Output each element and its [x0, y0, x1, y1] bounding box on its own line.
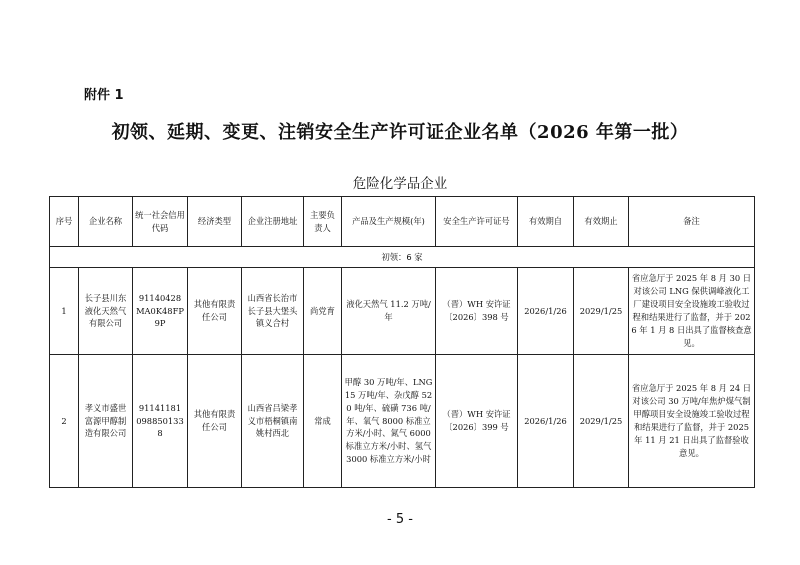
cell-leader: 常成: [304, 355, 342, 488]
col-header-valid-to: 有效期止: [574, 197, 629, 247]
cell-company: 长子县川东液化天然气有限公司: [79, 268, 133, 355]
cell-notes: 省应急厅于 2025 年 8 月 30 日对该公司 LNG 保供调峰液化工厂建设项目安全设施竣工验收过程和结果进行了监督，并于 2026 年 1 月 8 日出具了监督核查意见。: [629, 268, 755, 355]
cell-seq: 1: [50, 268, 79, 355]
cell-credit-code: 91141181 0988501338: [133, 355, 188, 488]
col-header-credit-code: 统一社会信用代码: [133, 197, 188, 247]
table-row: [50, 268, 755, 355]
cell-address: 山西省长治市长子县大堡头镇义合村: [242, 268, 304, 355]
cell-products: 甲醇 30 万吨/年、LNG15 万吨/年、杂戊醇 520 吨/年、硫磺 736 吨/年、氧气 8000 标准立方米/小时、氮气 6000 标准立方米/小时、氢气 3000 标准立方米/小时: [342, 355, 436, 488]
section-row: [50, 247, 755, 268]
cell-company: 孝义市盛世富源甲醇制造有限公司: [79, 355, 133, 488]
cell-permit-no: （晋）WH 安许证〔2026〕399 号: [436, 355, 518, 488]
table-header-row: [50, 197, 755, 247]
cell-valid-to: 2029/1/25: [574, 268, 629, 355]
permit-table: [49, 196, 755, 488]
cell-econ-type: 其他有限责任公司: [188, 355, 242, 488]
cell-valid-from: 2026/1/26: [518, 355, 574, 488]
cell-valid-from: 2026/1/26: [518, 268, 574, 355]
col-header-company: 企业名称: [79, 197, 133, 247]
cell-leader: 尚党育: [304, 268, 342, 355]
cell-address: 山西省吕梁孝义市梧桐镇南姚村西北: [242, 355, 304, 488]
col-header-permit-no: 安全生产许可证号: [436, 197, 518, 247]
table-title: 危险化学品企业: [352, 176, 448, 192]
attachment-label: 附件 1: [84, 88, 124, 103]
section-label: 初领：6 家: [50, 247, 755, 268]
cell-notes: 省应急厅于 2025 年 8 月 24 日对该公司 30 万吨/年焦炉煤气制甲醇项目安全设施竣工验收过程和结果进行了监督，并于 2025 年 11 月 21 日出具了监督验收意见。: [629, 355, 755, 488]
cell-credit-code: 91140428MA0K48FP9P: [133, 268, 188, 355]
col-header-valid-from: 有效期自: [518, 197, 574, 247]
cell-permit-no: （晋）WH 安许证〔2026〕398 号: [436, 268, 518, 355]
document-title: 初领、延期、变更、注销安全生产许可证企业名单（2026 年第一批）: [111, 122, 689, 143]
col-header-seq: 序号: [50, 197, 79, 247]
col-header-products: 产品及生产规模(年): [342, 197, 436, 247]
cell-products: 液化天然气 11.2 万吨/年: [342, 268, 436, 355]
col-header-address: 企业注册地址: [242, 197, 304, 247]
cell-valid-to: 2029/1/25: [574, 355, 629, 488]
table-row: [50, 355, 755, 488]
col-header-leader: 主要负责人: [304, 197, 342, 247]
col-header-notes: 备注: [629, 197, 755, 247]
cell-econ-type: 其他有限责任公司: [188, 268, 242, 355]
cell-seq: 2: [50, 355, 79, 488]
col-header-econ-type: 经济类型: [188, 197, 242, 247]
page-number: - 5 -: [387, 512, 413, 527]
